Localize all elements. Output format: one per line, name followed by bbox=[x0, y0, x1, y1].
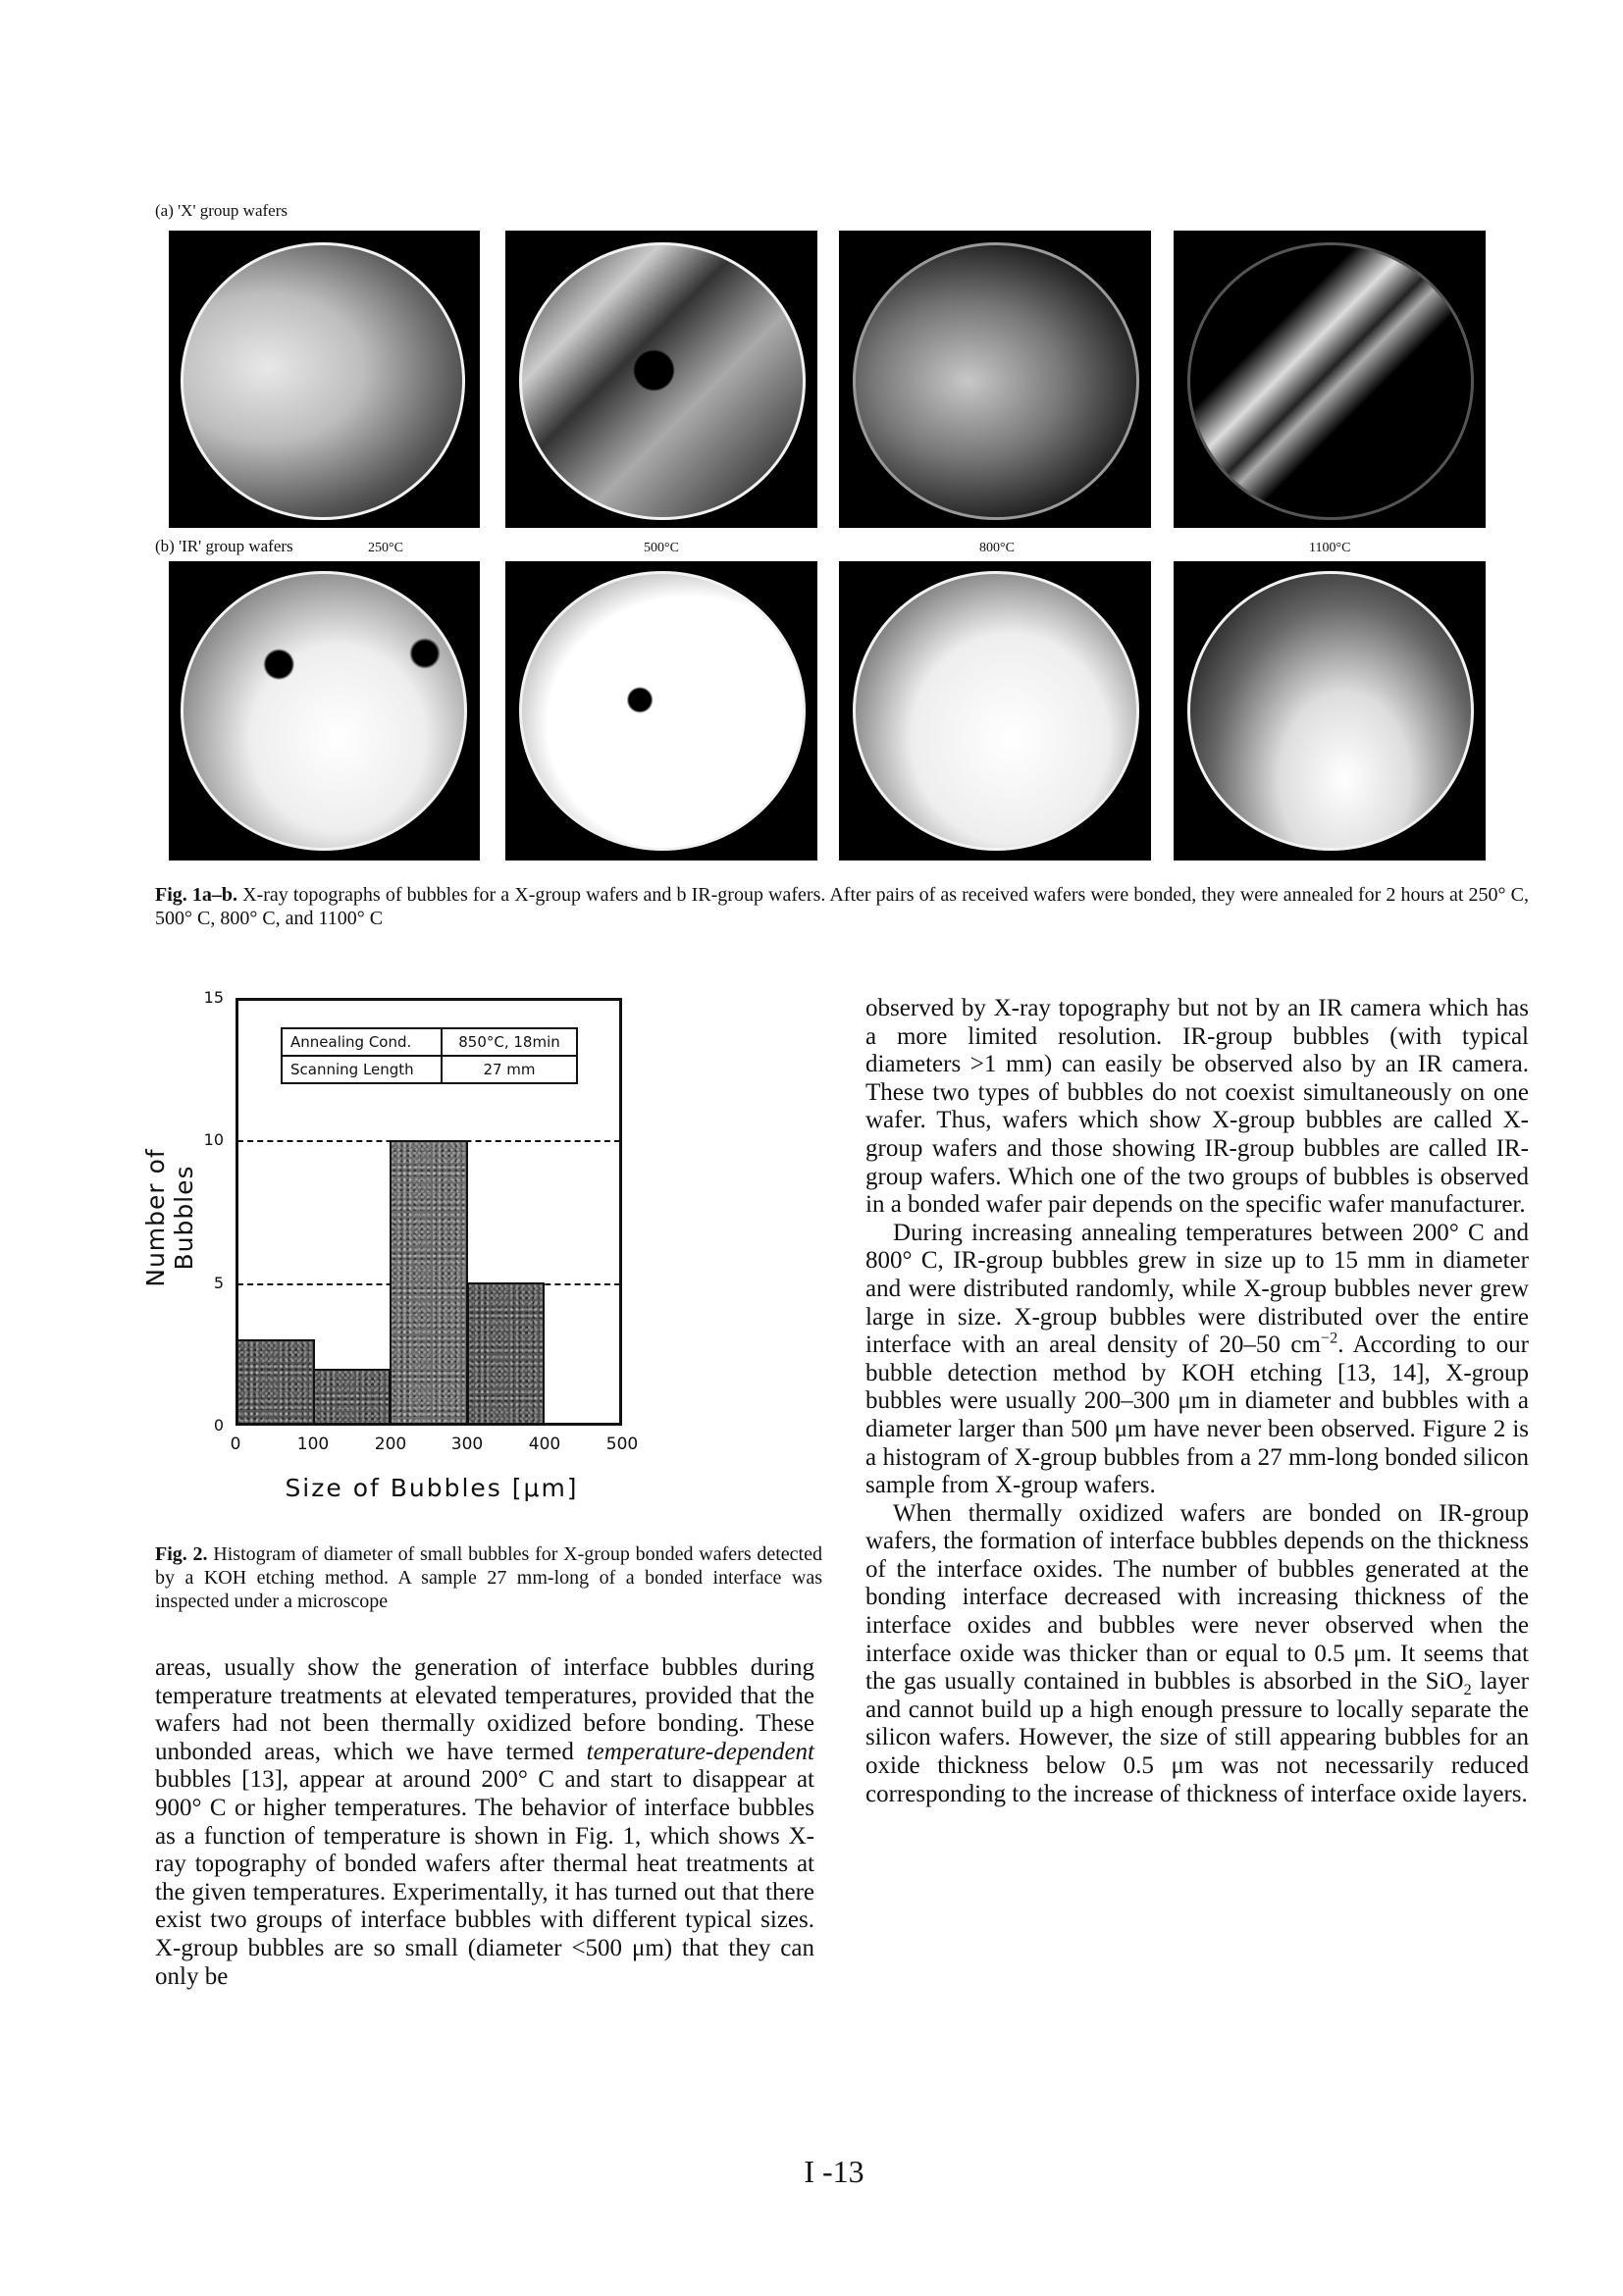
table-row bbox=[282, 1028, 577, 1056]
right-column-text bbox=[865, 995, 1529, 1808]
histogram-bar-300-400 bbox=[467, 1282, 545, 1425]
page-number: I -13 bbox=[804, 2154, 864, 2189]
histogram-chart bbox=[137, 988, 667, 1502]
x-tick-200: 200 bbox=[374, 1435, 407, 1454]
figure2-caption-label: Fig. 2. bbox=[155, 1543, 208, 1565]
left-column-text bbox=[155, 1654, 814, 1991]
x-axis-label: Size of Bubbles [μm] bbox=[285, 1474, 579, 1502]
paragraph-text: During increasing annealing temperatures between 200° C and 800° C, IR-group bubbles grew in size up to 15 mm in diameter and were distributed randomly, while X-group bubbles never grew large in size. X-group bubbles were distributed over the entire interface with an areal density of 20–50 cm bbox=[865, 1219, 1529, 1359]
y-tick-5: 5 bbox=[213, 1274, 224, 1292]
paragraph bbox=[865, 1220, 1529, 1500]
x-tick-500: 500 bbox=[605, 1435, 639, 1454]
paragraph-text: . According to our bubble detection method by KOH etching [13, 14], X-group bubbles were usually 200–300 μm in diameter and bubbles with a diameter larger than 500 μm have never been observed. Figure 2 is a histogram of X-group bubbles from a 27 mm-long bonded silicon sample from X-group wafers. bbox=[865, 1331, 1529, 1499]
histogram-bar-100-200 bbox=[313, 1369, 391, 1425]
y-axis-label: Number of Bubbles bbox=[141, 1148, 198, 1287]
table-cell-value: 27 mm bbox=[442, 1056, 577, 1083]
x-tick-300: 300 bbox=[450, 1435, 484, 1454]
xray-topograph-x-1100 bbox=[1174, 231, 1486, 528]
table-row bbox=[282, 1056, 577, 1083]
table-cell-value: 850°C, 18min bbox=[442, 1028, 577, 1056]
y-tick-10: 10 bbox=[203, 1130, 224, 1149]
paragraph bbox=[865, 1500, 1529, 1809]
xray-topograph-ir-500 bbox=[505, 561, 817, 861]
paragraph: observed by X-ray topography but not by an IR camera which has a more limited resolution. IR-group bubbles (with typical diameters >1 mm) can easily be observed also by an IR camera. These two types of bubbles do not coexist simultaneously on one wafer. Thus, wafers which show X-group bubbles are called X-group wafers and those showing IR-group bubbles are called IR-group wafers. Which one of the two groups of bubbles is observed in a bonded wafer pair depends on the specific wafer manufacturer. bbox=[865, 995, 1529, 1219]
temp-label-500: 500°C bbox=[644, 541, 679, 555]
paragraph-text: areas, usually show the generation of interface bubbles during temperature treatments at elevated temperatures, provided that the wafers had not been thermally oxidized before bonding. These unbonded areas, which we have termed bbox=[155, 1654, 814, 1765]
xray-topograph-x-250 bbox=[169, 231, 480, 528]
table-cell-label: Scanning Length bbox=[282, 1056, 442, 1083]
x-tick-0: 0 bbox=[230, 1435, 241, 1454]
figure2-caption bbox=[155, 1542, 822, 1613]
xray-topograph-ir-1100 bbox=[1174, 561, 1486, 861]
table-cell-label: Annealing Cond. bbox=[282, 1028, 442, 1056]
figure1-caption-text: X-ray topographs of bubbles for a X-group wafers and b IR-group wafers. After pairs of as received wafers were bonded, they were annealed for 2 hours at 250° C, 500° C, 800° C, and 1100° C bbox=[155, 884, 1529, 929]
xray-topograph-ir-800 bbox=[839, 561, 1151, 861]
figure1-row-b-label: (b) 'IR' group wafers bbox=[155, 537, 293, 555]
paragraph-text: When thermally oxidized wafers are bonded on IR-group wafers, the formation of interface bubbles depends on the thickness of the interface oxides. The number of bubbles generated at the bonding interface decreased with increasing thickness of the interface oxides and bubbles were never observed when the interface oxide was thicker than or equal to 0.5 μm. It seems that the gas usually contained in bubbles is absorbed in the SiO bbox=[865, 1499, 1529, 1696]
temp-label-250: 250°C bbox=[368, 541, 403, 555]
annealing-conditions-table bbox=[281, 1027, 578, 1084]
figure1-caption-label: Fig. 1a–b. bbox=[155, 884, 237, 906]
figure1-row-a-label: (a) 'X' group wafers bbox=[155, 201, 288, 220]
temp-label-1100: 1100°C bbox=[1309, 541, 1351, 555]
xray-topograph-x-800 bbox=[839, 231, 1151, 528]
figure2-caption-text: Histogram of diameter of small bubbles for X-group bonded wafers detected by a KOH etching method. A sample 27 mm-long of a bonded interface was inspected under a microscope bbox=[155, 1543, 822, 1612]
x-tick-100: 100 bbox=[296, 1435, 330, 1454]
histogram-bar-200-300 bbox=[390, 1140, 468, 1425]
y-tick-15: 15 bbox=[203, 988, 224, 1007]
xray-topograph-ir-250 bbox=[169, 561, 480, 861]
subscript: 2 bbox=[1463, 1681, 1472, 1699]
histogram-bar-0-100 bbox=[236, 1339, 315, 1425]
paragraph-text: layer and cannot build up a high enough pressure to locally separate the silicon wafers. However, the size of still appearing bubbles for an oxide thickness below 0.5 μm was not necessarily reduced corresponding to the increase of thickness of interface oxide layers. bbox=[865, 1668, 1529, 1807]
superscript: −2 bbox=[1320, 1329, 1338, 1347]
x-tick-400: 400 bbox=[528, 1435, 561, 1454]
paragraph-text: bubbles [13], appear at around 200° C and start to disappear at 900° C or higher temperatures. The behavior of interface bubbles as a function of temperature is shown in Fig. 1, which shows X-ray topography of bonded wafers after thermal heat treatments at the given temperatures. Experimentally, it has turned out that there exist two groups of interface bubbles with different typical sizes. X-group bubbles are so small (diameter <500 μm) that they can only be bbox=[155, 1766, 814, 1990]
emphasis-text: temperature-dependent bbox=[586, 1738, 814, 1765]
y-tick-0: 0 bbox=[213, 1416, 224, 1435]
paragraph bbox=[155, 1654, 814, 1991]
xray-topograph-x-500 bbox=[505, 231, 817, 528]
temp-label-800: 800°C bbox=[979, 541, 1015, 555]
figure1-caption bbox=[155, 883, 1529, 930]
